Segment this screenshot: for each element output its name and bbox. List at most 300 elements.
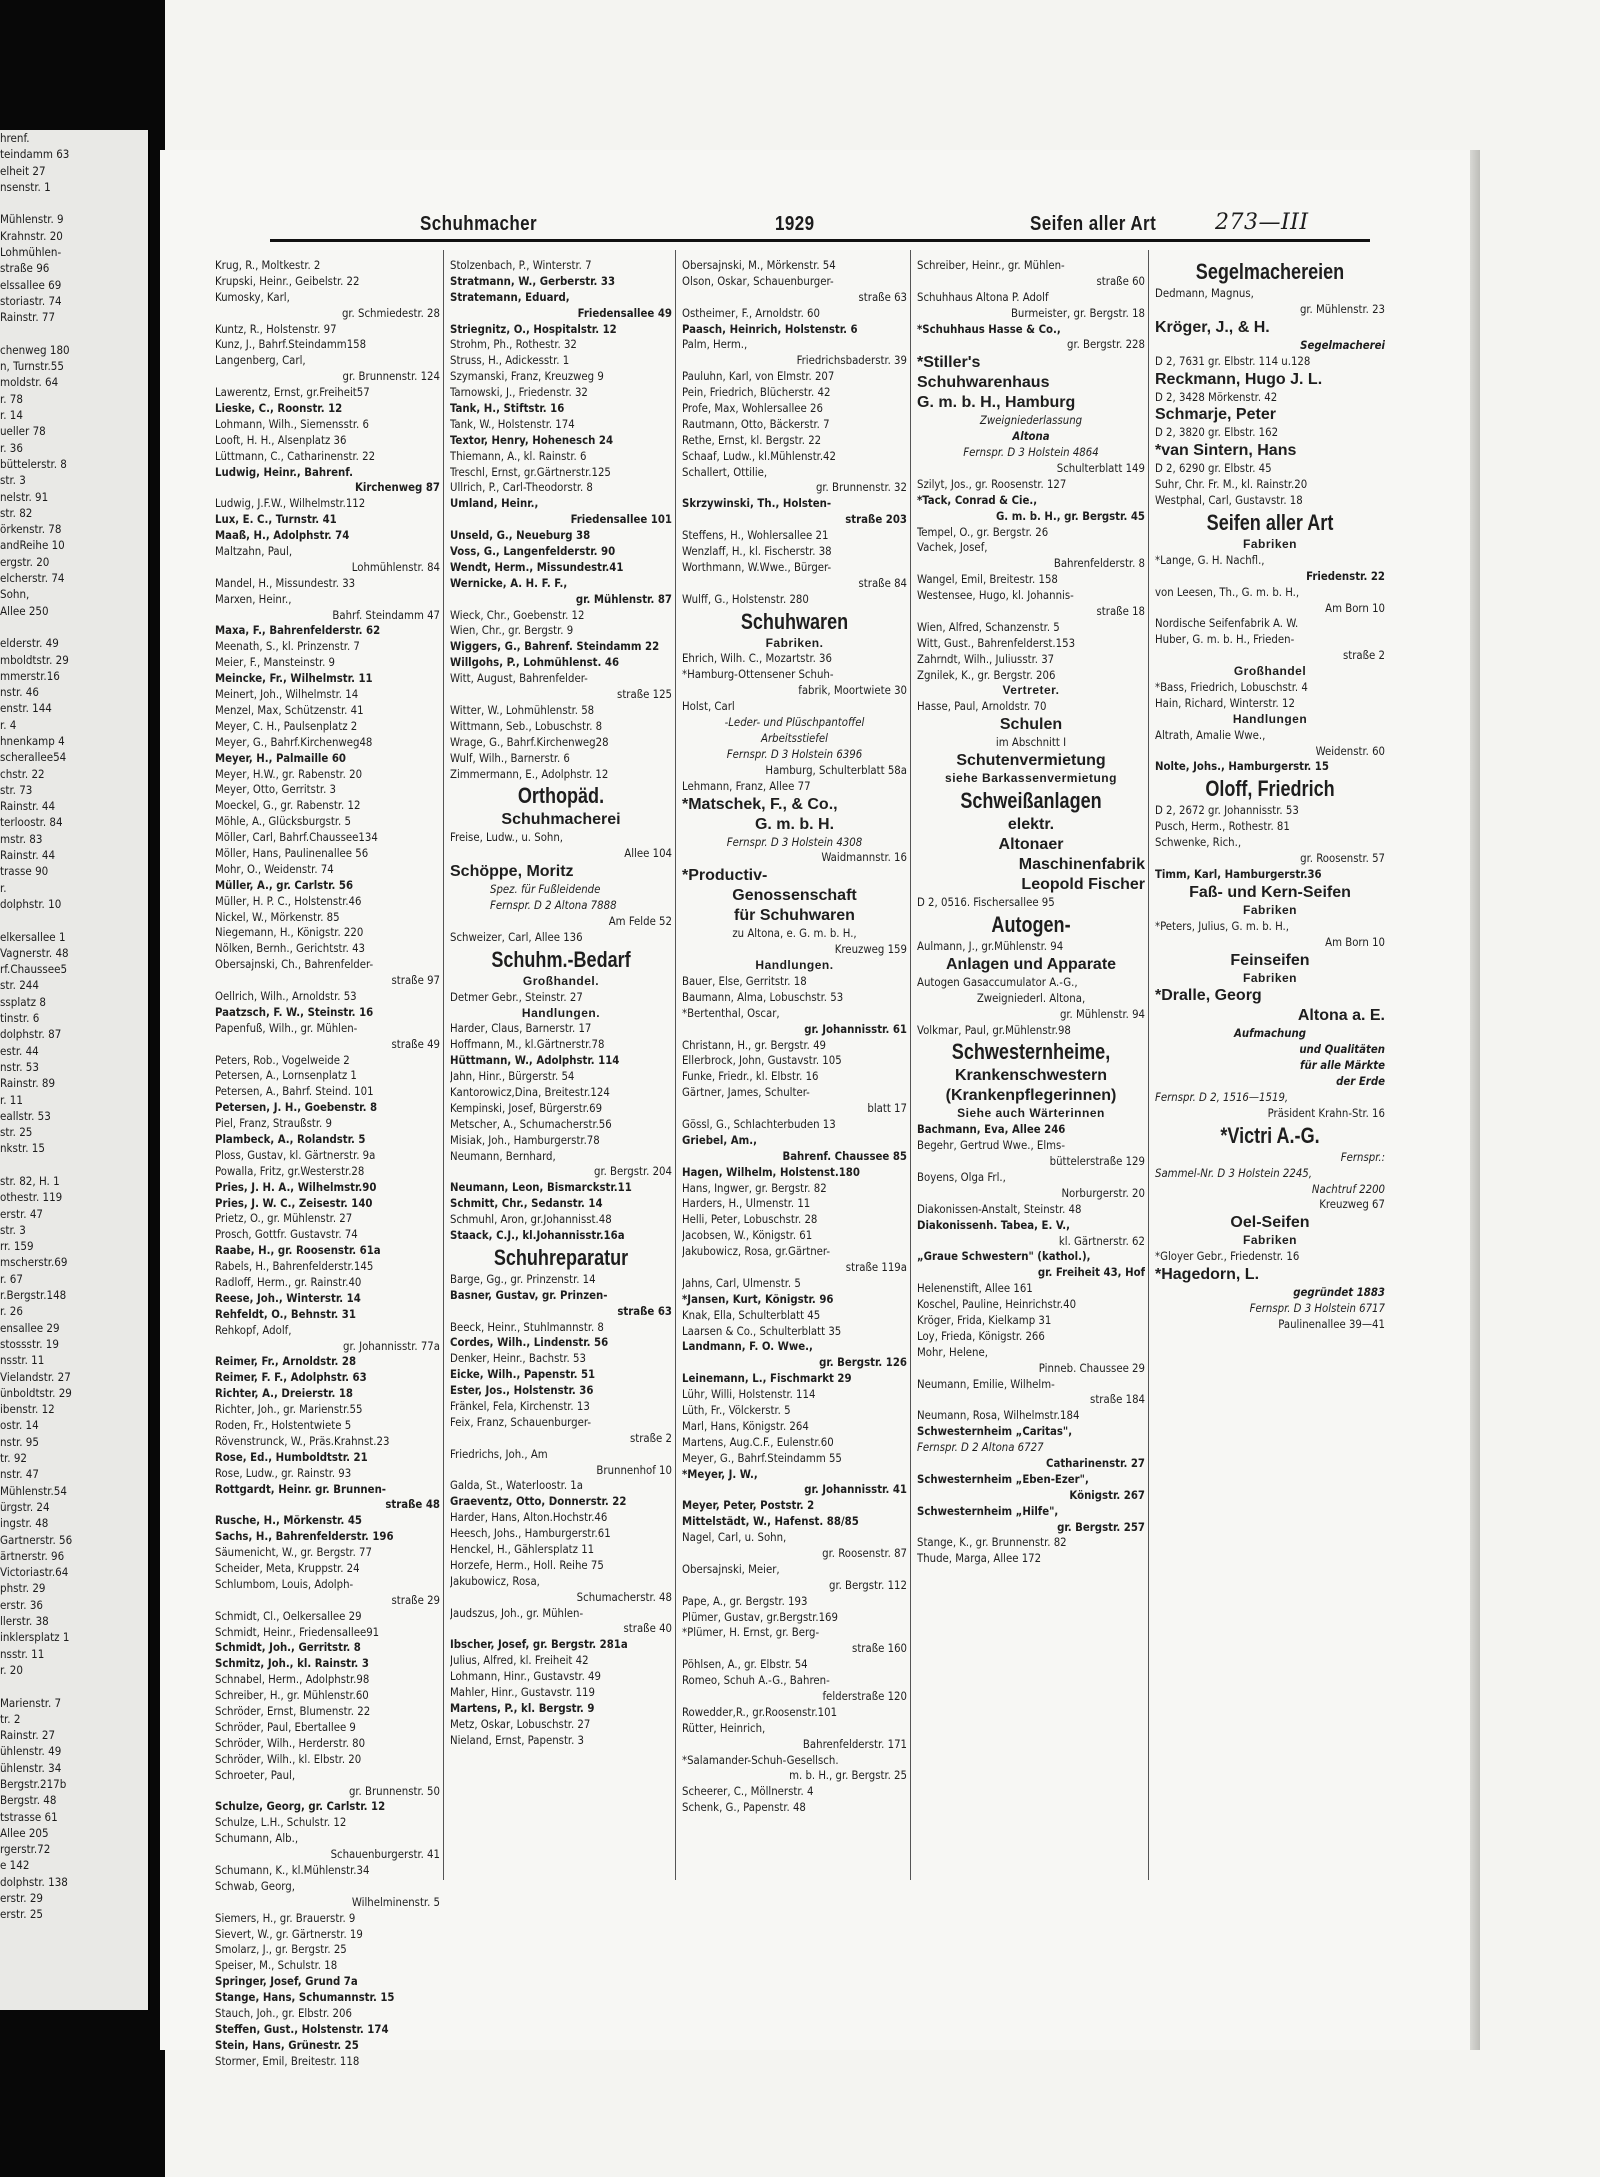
directory-entry-line: Raabe, H., gr. Roosenstr. 61a bbox=[215, 1244, 381, 1258]
section-heading: Schuhm.-Bedarf bbox=[491, 946, 631, 972]
directory-entry-line: straße 119a bbox=[845, 1260, 907, 1274]
directory-entry-line: Krug, R., Moltkestr. 2 bbox=[215, 259, 321, 272]
left-line: ibenstr. 12 bbox=[0, 1402, 55, 1417]
directory-entry-line: Burmeister, gr. Bergstr. 18 bbox=[1010, 306, 1145, 320]
directory-entry-line: straße 203 bbox=[845, 513, 907, 527]
directory-entry-line: gr. Johannisstr. 41 bbox=[804, 1483, 907, 1497]
directory-entry-line: Volkmar, Paul, gr.Mühlenstr.98 bbox=[917, 1023, 1071, 1037]
directory-entry-line: *Salamander-Schuh-Gesellsch. bbox=[682, 1753, 839, 1767]
subsection-heading: siehe Barkassenvermietung bbox=[945, 771, 1117, 786]
directory-entry-line: Fernspr. D 2, 1516—1519, bbox=[1155, 1090, 1289, 1104]
directory-entry-line: Misiak, Joh., Hamburgerstr.78 bbox=[450, 1133, 600, 1147]
directory-entry-line: Profe, Max, Wohlersallee 26 bbox=[682, 402, 823, 416]
directory-entry-line: straße 160 bbox=[852, 1642, 907, 1656]
directory-entry-line: Stange, K., gr. Brunnenstr. 82 bbox=[917, 1536, 1067, 1550]
directory-entry-line: Harders, H., Ulmenstr. 11 bbox=[682, 1197, 811, 1211]
directory-entry-line: Umland, Heinr., bbox=[450, 497, 539, 511]
directory-entry-line: *Bertenthal, Oscar, bbox=[682, 1006, 780, 1020]
directory-entry-line: Fränkel, Fela, Kirchenstr. 13 bbox=[450, 1400, 590, 1413]
directory-entry-line: Schröder, Wilh., Herderstr. 80 bbox=[215, 1736, 366, 1750]
left-line: chenweg 180 bbox=[0, 342, 70, 357]
left-line: elderstr. 49 bbox=[0, 636, 59, 651]
directory-entry-line: (Krankenpflegerinnen) bbox=[945, 1087, 1117, 1105]
directory-entry-line: gr. Bergstr. 204 bbox=[594, 1165, 672, 1179]
directory-entry-line: Dedmann, Magnus, bbox=[1155, 287, 1254, 300]
directory-entry-line: *Bass, Friedrich, Lobuschstr. 4 bbox=[1155, 681, 1308, 695]
directory-entry-line: Rövenstrunck, W., Präs.Krahnst.23 bbox=[215, 1434, 390, 1448]
left-line: tinstr. 6 bbox=[0, 1011, 40, 1026]
directory-entry-line: Anlagen und Apparate bbox=[945, 955, 1117, 973]
left-line bbox=[0, 1157, 148, 1173]
directory-entry-line: Pries, J. H. A., Wilhelmstr.90 bbox=[215, 1180, 377, 1194]
directory-entry-line: Rautmann, Otto, Bäckerstr. 7 bbox=[682, 417, 830, 431]
directory-entry-line: Niegemann, H., Königstr. 220 bbox=[215, 926, 364, 940]
left-line: nsstr. 11 bbox=[0, 1353, 45, 1368]
directory-entry-line: Müller, A., gr. Carlstr. 56 bbox=[215, 878, 354, 892]
directory-entry-line: Ibscher, Josef, gr. Bergstr. 281a bbox=[450, 1638, 628, 1652]
directory-entry-line: Wangel, Emil, Breitestr. 158 bbox=[917, 573, 1058, 587]
subsection-heading: Vertreter. bbox=[1002, 683, 1060, 698]
directory-entry-line: Schumacherstr. 48 bbox=[576, 1590, 672, 1604]
directory-entry-line: Metz, Oskar, Lobuschstr. 27 bbox=[450, 1717, 591, 1731]
directory-entry-line: Plambeck, A., Rolandstr. 5 bbox=[215, 1132, 366, 1146]
header-left-title: Schuhmacher bbox=[420, 213, 538, 235]
directory-entry-line: Scheerer, C., Möllnerstr. 4 bbox=[682, 1785, 814, 1799]
directory-entry-line: der Erde bbox=[1336, 1075, 1385, 1089]
directory-entry-line: Stratmann, W., Gerberstr. 33 bbox=[450, 274, 616, 288]
directory-entry-line: Maaß, H., Adolphstr. 74 bbox=[215, 529, 350, 543]
directory-entry-line: -Leder- und Plüschpantoffel bbox=[724, 716, 865, 730]
directory-entry-line: Lieske, C., Roonstr. 12 bbox=[215, 402, 343, 416]
left-line: str. 244 bbox=[0, 978, 39, 993]
left-line: Mühlenstr.54 bbox=[0, 1483, 67, 1498]
left-line: e 142 bbox=[0, 1858, 30, 1873]
left-line: Allee 250 bbox=[0, 603, 49, 618]
directory-entry-line: Feinseifen bbox=[1230, 951, 1310, 969]
directory-entry-line: Holst, Carl bbox=[682, 700, 735, 714]
section-heading: Schuhreparatur bbox=[493, 1244, 629, 1270]
left-line: ostr. 14 bbox=[0, 1418, 39, 1433]
directory-entry-line: gr. Brunnenstr. 32 bbox=[815, 481, 907, 495]
directory-entry-line: Thude, Marga, Allee 172 bbox=[917, 1552, 1042, 1566]
directory-entry-line: Rowedder,R., gr.Roosenstr.101 bbox=[682, 1705, 838, 1719]
directory-entry-line: Fernspr. D 3 Holstein 4864 bbox=[963, 446, 1099, 460]
left-line: Gartnerstr. 56 bbox=[0, 1532, 73, 1547]
directory-entry-line: Voss, G., Langenfelderstr. 90 bbox=[450, 545, 616, 559]
directory-entry-line: Pinneb. Chaussee 29 bbox=[1038, 1361, 1145, 1375]
directory-entry-line: Zweigniederl. Altona, bbox=[976, 991, 1086, 1005]
directory-entry-line: Schuhhaus Altona P. Adolf bbox=[917, 290, 1049, 304]
directory-entry-line: Fernspr. D 2 Altona 7888 bbox=[490, 899, 617, 913]
directory-entry-line: Harder, Claus, Barnerstr. 17 bbox=[450, 1022, 592, 1036]
directory-entry-line: Tank, H., Stiftstr. 16 bbox=[450, 402, 565, 416]
left-line: trasse 90 bbox=[0, 864, 49, 879]
directory-entry-line: Meyer, C. H., Paulsenplatz 2 bbox=[215, 719, 358, 733]
directory-entry-line: Helenenstift, Allee 161 bbox=[917, 1282, 1033, 1296]
subsection-heading: Fabriken bbox=[1242, 1233, 1297, 1248]
directory-entry-line: D 2, 6290 gr. Elbstr. 45 bbox=[1155, 462, 1272, 476]
directory-entry-line: gr. Schmiedestr. 28 bbox=[341, 306, 440, 320]
directory-entry-line: Martens, Aug.C.F., Eulenstr.60 bbox=[682, 1435, 834, 1449]
column-3 bbox=[682, 258, 907, 1816]
subsection-heading: Großhandel bbox=[1233, 664, 1307, 679]
left-line: ünboldtstr. 29 bbox=[0, 1385, 72, 1400]
directory-entry-line: Hüttmann, W., Adolphstr. 114 bbox=[450, 1054, 620, 1068]
directory-entry-line: Nölken, Bernh., Gerichtstr. 43 bbox=[215, 942, 365, 956]
directory-entry-line: Oel-Seifen bbox=[1230, 1214, 1310, 1232]
directory-entry-line: Schutenvermietung bbox=[956, 752, 1106, 770]
subsection-heading: Fabriken bbox=[1242, 902, 1297, 917]
section-heading: Schweißanlagen bbox=[960, 788, 1102, 814]
directory-entry-line: Pöhlsen, A., gr. Elbstr. 54 bbox=[682, 1658, 808, 1672]
page-number: 273—III bbox=[1215, 210, 1309, 235]
directory-entry-line: Boyens, Olga Frl., bbox=[917, 1170, 1006, 1184]
directory-entry-line: Papenfuß, Wilh., gr. Mühlen- bbox=[215, 1021, 358, 1035]
directory-entry-line: Beeck, Heinr., Stuhlmannstr. 8 bbox=[450, 1320, 604, 1334]
left-line: Victoriastr.64 bbox=[0, 1565, 69, 1580]
directory-entry-line: Schmidt, Cl., Oelkersallee 29 bbox=[215, 1609, 362, 1623]
directory-entry-line: Menzel, Max, Schützenstr. 41 bbox=[215, 703, 364, 717]
directory-entry-line: gr. Bergstr. 126 bbox=[819, 1356, 907, 1370]
left-line bbox=[0, 1678, 148, 1694]
directory-entry-line: straße 184 bbox=[1090, 1393, 1145, 1407]
left-line: r. 11 bbox=[0, 1092, 23, 1107]
directory-entry-line: Leinemann, L., Fischmarkt 29 bbox=[682, 1372, 852, 1386]
directory-entry-line: Weidenstr. 60 bbox=[1315, 744, 1385, 758]
left-line: Mühlenstr. 9 bbox=[0, 212, 64, 227]
directory-entry-line: Neumann, Bernhard, bbox=[450, 1149, 556, 1163]
directory-entry-line: von Leesen, Th., G. m. b. H., bbox=[1155, 585, 1300, 599]
directory-entry-line: Kreuzweg 159 bbox=[834, 943, 907, 957]
directory-entry-line: Horzefe, Herm., Holl. Reihe 75 bbox=[450, 1558, 604, 1572]
directory-entry-line: Steffen, Gust., Holstenstr. 174 bbox=[215, 2022, 389, 2036]
directory-entry-line: Schulze, Georg, gr. Carlstr. 12 bbox=[215, 1800, 386, 1814]
directory-entry-line: felderstraße 120 bbox=[822, 1690, 907, 1704]
section-heading: Schwesternheime, bbox=[951, 1039, 1111, 1065]
directory-entry-line: Fernspr.: bbox=[1340, 1150, 1385, 1164]
directory-entry-line: Ludwig, Heinr., Bahrenf. bbox=[215, 465, 353, 479]
subsection-heading: Handlungen. bbox=[521, 1005, 601, 1020]
left-line: elssallee 69 bbox=[0, 277, 62, 292]
left-line: hnenkamp 4 bbox=[0, 733, 65, 748]
directory-entry-line: Prietz, O., gr. Mühlenstr. 27 bbox=[215, 1212, 353, 1226]
directory-entry-line: Roden, Fr., Holstentwiete 5 bbox=[215, 1419, 352, 1433]
subsection-heading: Handlungen. bbox=[755, 958, 834, 973]
left-line: Rainstr. 27 bbox=[0, 1728, 56, 1743]
left-line: andReihe 10 bbox=[0, 538, 65, 553]
left-line: terloostr. 84 bbox=[0, 815, 63, 830]
directory-entry-line: Rusche, H., Mörkenstr. 45 bbox=[215, 1514, 362, 1528]
directory-entry-line: Pusch, Herm., Rothestr. 81 bbox=[1155, 820, 1290, 834]
directory-entry-line: *Jansen, Kurt, Königstr. 96 bbox=[682, 1292, 834, 1306]
directory-entry-line: Funke, Friedr., kl. Elbstr. 16 bbox=[682, 1070, 819, 1084]
directory-entry-line: Gössl, G., Schlachterbuden 13 bbox=[682, 1117, 836, 1131]
left-line: nsenstr. 1 bbox=[0, 179, 51, 194]
directory-entry-line: Schmitz, Joh., kl. Rainstr. 3 bbox=[215, 1657, 369, 1671]
left-line: rr. 159 bbox=[0, 1239, 34, 1254]
directory-entry-line: straße 97 bbox=[391, 974, 440, 988]
directory-entry-line: Schroeter, Paul, bbox=[215, 1768, 296, 1782]
directory-entry-line: Meier, F., Mansteinstr. 9 bbox=[215, 656, 336, 670]
left-line: dolphstr. 87 bbox=[0, 1027, 62, 1042]
left-line: ensallee 29 bbox=[0, 1320, 60, 1335]
directory-entry-line: Schröder, Paul, Ebertallee 9 bbox=[215, 1720, 356, 1734]
column-rule bbox=[443, 250, 444, 1880]
directory-entry-line: Moeckel, G., gr. Rabenstr. 12 bbox=[215, 799, 361, 813]
directory-entry-line: Romeo, Schuh A.-G., Bahren- bbox=[682, 1674, 830, 1688]
directory-entry-line: gr. Freiheit 43, Hof bbox=[1037, 1266, 1145, 1280]
directory-entry-line: Am Born 10 bbox=[1325, 935, 1385, 949]
directory-entry-line: Diakonissenh. Tabea, E. V., bbox=[917, 1218, 1071, 1232]
directory-entry-line: Hoffmann, M., kl.Gärtnerstr.78 bbox=[450, 1038, 605, 1052]
directory-entry-line: Stolzenbach, P., Winterstr. 7 bbox=[450, 259, 592, 272]
directory-entry-line: Fernspr. D 3 Holstein 4308 bbox=[726, 835, 863, 849]
left-line: ueller 78 bbox=[0, 424, 46, 439]
directory-entry-line: Pein, Friedrich, Blücherstr. 42 bbox=[682, 386, 831, 400]
directory-entry-line: Bahrf. Steindamm 47 bbox=[332, 608, 440, 622]
directory-entry-line: Siemers, H., gr. Brauerstr. 9 bbox=[215, 1911, 356, 1925]
directory-entry-line: Lohmann, Hinr., Gustavstr. 49 bbox=[450, 1670, 601, 1684]
directory-entry-line: Denker, Heinr., Bachstr. 53 bbox=[450, 1352, 586, 1366]
directory-entry-line: Rose, Ludw., gr. Rainstr. 93 bbox=[215, 1466, 352, 1480]
directory-entry-line: *Schuhhaus Hasse & Co., bbox=[917, 322, 1061, 336]
directory-entry-line: straße 60 bbox=[1096, 274, 1145, 288]
directory-entry-line: Hans, Ingwer, gr. Bergstr. 82 bbox=[682, 1181, 827, 1195]
directory-entry-line: Olson, Oskar, Schauenburger- bbox=[682, 274, 834, 288]
directory-entry-line: Wien, Alfred, Schanzenstr. 5 bbox=[917, 620, 1060, 634]
left-line: str. 25 bbox=[0, 1125, 33, 1140]
section-heading: *Victri A.-G. bbox=[1220, 1122, 1320, 1148]
directory-entry-line: Müller, H. P. C., Holstenstr.46 bbox=[215, 894, 362, 908]
directory-entry-line: Zweigniederlassung bbox=[979, 414, 1083, 428]
directory-entry-line: Ullrich, P., Carl-Theodorstr. 8 bbox=[450, 481, 593, 495]
directory-entry-line: Richter, Joh., gr. Marienstr.55 bbox=[215, 1403, 363, 1417]
left-line: r. 78 bbox=[0, 391, 23, 406]
directory-entry-line: Wrage, G., Bahrf.Kirchenweg28 bbox=[450, 735, 609, 749]
directory-entry-line: *Tack, Conrad & Cie., bbox=[917, 493, 1038, 507]
directory-entry-line: Segelmacherei bbox=[1300, 338, 1385, 352]
section-heading: Segelmachereien bbox=[1195, 259, 1345, 284]
left-line: dolphstr. 10 bbox=[0, 896, 62, 911]
subsection-heading: Fabriken. bbox=[765, 635, 824, 650]
directory-entry-line: Worthmann, W.Wwe., Bürger- bbox=[682, 560, 832, 574]
directory-entry-line: Hagen, Wilhelm, Holstenst.180 bbox=[682, 1165, 860, 1179]
directory-entry-line: Meyer, H.W., gr. Rabenstr. 20 bbox=[215, 767, 363, 781]
directory-entry-line: Richter, A., Dreierstr. 18 bbox=[215, 1387, 353, 1401]
directory-entry-line: Petersen, A., Bahrf. Steind. 101 bbox=[215, 1085, 374, 1099]
directory-entry-line: Jahns, Carl, Ulmenstr. 5 bbox=[682, 1276, 801, 1290]
directory-entry-line: Speiser, M., Schulstr. 18 bbox=[215, 1959, 338, 1973]
left-line: nstr. 95 bbox=[0, 1434, 39, 1449]
directory-entry-line: Reimer, Fr., Arnoldstr. 28 bbox=[215, 1355, 357, 1369]
directory-entry-line: kl. Gärtnerstr. 62 bbox=[1058, 1234, 1145, 1248]
directory-entry-line: gr. Mühlenstr. 87 bbox=[575, 592, 672, 606]
directory-entry-line: Mandel, H., Missundestr. 33 bbox=[215, 576, 356, 590]
directory-entry-line: und Qualitäten bbox=[1299, 1043, 1385, 1057]
directory-entry-line: Harder, Hans, Alton.Hochstr.46 bbox=[450, 1511, 608, 1525]
directory-entry-line: Schwab, Georg, bbox=[215, 1879, 295, 1893]
left-line: nstr. 46 bbox=[0, 685, 39, 700]
directory-entry-line: Maxa, F., Bahrenfelderstr. 62 bbox=[215, 624, 381, 638]
directory-entry-line: Genossenschaft bbox=[732, 887, 857, 905]
left-line: straße 96 bbox=[0, 261, 50, 276]
directory-entry-line: *Productiv- bbox=[682, 867, 768, 885]
directory-entry-line: Textor, Henry, Hohenesch 24 bbox=[450, 433, 614, 447]
left-line: phstr. 29 bbox=[0, 1581, 46, 1596]
directory-entry-line: Schöppe, Moritz bbox=[450, 863, 574, 881]
left-line: scherallee54 bbox=[0, 750, 67, 765]
directory-entry-line: büttelerstraße 129 bbox=[1049, 1155, 1145, 1169]
left-line: tr. 92 bbox=[0, 1451, 27, 1466]
directory-entry-line: Staack, C.J., kl.Johannisstr.16a bbox=[450, 1228, 625, 1242]
left-line: str. 82, H. 1 bbox=[0, 1174, 60, 1188]
directory-entry-line: Schmidt, Joh., Gerritstr. 8 bbox=[215, 1641, 361, 1655]
left-line: ergstr. 20 bbox=[0, 554, 50, 569]
directory-entry-line: Neumann, Rosa, Wilhelmstr.184 bbox=[917, 1409, 1080, 1423]
directory-entry-line: Reimer, F. F., Adolphstr. 63 bbox=[215, 1371, 367, 1385]
directory-entry-line: gr. Mühlenstr. 23 bbox=[1299, 302, 1385, 316]
directory-entry-line: *Matschek, F., & Co., bbox=[682, 795, 838, 813]
header-right-title: Seifen aller Art bbox=[1030, 213, 1157, 235]
left-line: r. bbox=[0, 880, 7, 895]
directory-entry-line: Knak, Ella, Schulterblatt 45 bbox=[682, 1308, 821, 1322]
directory-entry-line: Schwesternheim „Hilfe", bbox=[917, 1504, 1059, 1518]
directory-entry-line: Zahrndt, Wilh., Juliusstr. 37 bbox=[917, 652, 1055, 666]
directory-entry-line: Hasse, Paul, Arnoldstr. 70 bbox=[917, 700, 1047, 714]
directory-entry-line: gr. Brunnenstr. 124 bbox=[342, 370, 440, 384]
left-line: Vielandstr. 27 bbox=[0, 1369, 71, 1384]
directory-entry-line: Spez. für Fußleidende bbox=[490, 883, 601, 897]
directory-entry-line: Vachek, Josef, bbox=[917, 541, 988, 555]
directory-entry-line: Wittmann, Seb., Lobuschstr. 8 bbox=[450, 719, 603, 733]
left-line: Krahnstr. 20 bbox=[0, 228, 63, 243]
directory-entry-line: Schröder, Wilh., kl. Elbstr. 20 bbox=[215, 1752, 362, 1766]
left-line: storiastr. 74 bbox=[0, 293, 62, 308]
left-line: rf.Chaussee5 bbox=[0, 962, 68, 977]
directory-entry-line: Nieland, Ernst, Papenstr. 3 bbox=[450, 1733, 584, 1747]
directory-entry-line: Struss, H., Adickesstr. 1 bbox=[450, 354, 570, 368]
left-line: r. 4 bbox=[0, 717, 17, 732]
directory-entry-line: Heesch, Johs., Hamburgerstr.61 bbox=[450, 1527, 611, 1541]
directory-entry-line: Witt, August, Bahrenfelder- bbox=[450, 672, 588, 686]
directory-entry-line: Mahler, Hinr., Gustavstr. 119 bbox=[450, 1686, 595, 1700]
directory-entry-line: Ester, Jos., Holstenstr. 36 bbox=[450, 1384, 594, 1398]
directory-entry-line: Paatzsch, F. W., Steinstr. 16 bbox=[215, 1005, 374, 1019]
directory-entry-line: Langenberg, Carl, bbox=[215, 354, 306, 368]
left-line: chstr. 22 bbox=[0, 766, 45, 781]
directory-entry-line: Willgohs, P., Lohmühlenst. 46 bbox=[450, 656, 620, 670]
directory-entry-line: Landmann, F. O. Wwe., bbox=[682, 1340, 813, 1354]
directory-entry-line: Schnabel, Herm., Adolphstr.98 bbox=[215, 1673, 370, 1687]
column-1 bbox=[215, 258, 440, 2070]
page-edge bbox=[1470, 150, 1480, 2050]
left-line: enstr. 144 bbox=[0, 701, 52, 716]
column-5 bbox=[1155, 258, 1385, 1333]
directory-entry-line: Mittelstädt, W., Hafenst. 88/85 bbox=[682, 1515, 859, 1529]
directory-entry-line: *Hamburg-Ottensener Schuh- bbox=[682, 668, 834, 682]
directory-entry-line: Baumann, Alma, Lobuschstr. 53 bbox=[682, 990, 844, 1004]
directory-entry-line: Zgnilek, K., gr. Bergstr. 206 bbox=[917, 668, 1056, 682]
directory-entry-line: *Plümer, H. Ernst, gr. Berg- bbox=[682, 1626, 820, 1640]
directory-entry-line: Schulze, L.H., Schulstr. 12 bbox=[215, 1816, 347, 1830]
directory-entry-line: D 2, 7631 gr. Elbstr. 114 u.128 bbox=[1155, 354, 1311, 368]
left-line: r. 26 bbox=[0, 1304, 23, 1319]
directory-entry-line: Ludwig, J.F.W., Wilhelmstr.112 bbox=[215, 497, 366, 511]
directory-entry-line: Bahrenfelderstr. 8 bbox=[1053, 557, 1145, 571]
left-line: nkstr. 15 bbox=[0, 1141, 45, 1156]
left-line: erstr. 25 bbox=[0, 1907, 43, 1922]
directory-entry-line: Schaaf, Ludw., kl.Mühlenstr.42 bbox=[682, 449, 836, 463]
section-heading: Schuhwaren bbox=[740, 608, 849, 634]
directory-entry-line: Tank, W., Holstenstr. 174 bbox=[450, 417, 575, 431]
directory-entry-line: gr. Roosenstr. 57 bbox=[1300, 852, 1385, 866]
subsection-heading: Fabriken bbox=[1242, 537, 1297, 552]
column-rule bbox=[910, 250, 911, 1880]
directory-entry-line: Maltzahn, Paul, bbox=[215, 545, 293, 559]
directory-entry-line: straße 2 bbox=[1342, 649, 1385, 663]
directory-entry-line: Schauenburgerstr. 41 bbox=[330, 1848, 440, 1862]
directory-entry-line: Säumenicht, W., gr. Bergstr. 77 bbox=[215, 1546, 372, 1560]
directory-entry-line: Piel, Franz, Straußstr. 9 bbox=[215, 1117, 332, 1131]
directory-entry-line: Mohr, O., Weidenstr. 74 bbox=[215, 862, 334, 876]
directory-entry-line: Rabels, H., Bahrenfelderstr.145 bbox=[215, 1260, 374, 1274]
directory-entry-line: Timm, Karl, Hamburgerstr.36 bbox=[1155, 867, 1322, 881]
directory-entry-line: Stein, Hans, Grünestr. 25 bbox=[215, 2038, 359, 2052]
directory-entry-line: Schreiber, H., gr. Mühlenstr.60 bbox=[215, 1689, 369, 1703]
directory-entry-line: Kröger, Frida, Kielkamp 31 bbox=[917, 1313, 1052, 1327]
left-line: nsstr. 11 bbox=[0, 1646, 45, 1661]
directory-entry-line: Arbeitsstiefel bbox=[761, 731, 828, 745]
directory-entry-line: Wieck, Chr., Goebenstr. 12 bbox=[450, 608, 585, 622]
subsection-heading: Großhandel. bbox=[522, 973, 600, 988]
directory-entry-line: gr. Bergstr. 257 bbox=[1057, 1520, 1145, 1534]
left-line: mscherstr.69 bbox=[0, 1255, 68, 1270]
left-line: Sohn, bbox=[0, 587, 30, 602]
directory-entry-line: Aufmachung bbox=[1234, 1027, 1306, 1041]
directory-entry-line: Detmer Gebr., Steinstr. 27 bbox=[450, 990, 583, 1004]
directory-entry-line: Wulff, G., Holstenstr. 280 bbox=[682, 592, 809, 606]
directory-entry-line: Lawerentz, Ernst, gr.Freiheit57 bbox=[215, 386, 370, 400]
left-line: n, Turnstr.55 bbox=[0, 359, 64, 374]
directory-entry-line: Schwesternheim „Eben-Ezer", bbox=[917, 1472, 1089, 1486]
directory-entry-line: Looft, H. H., Alsenplatz 36 bbox=[215, 433, 347, 447]
directory-entry-line: Maschinenfabrik bbox=[1018, 856, 1145, 874]
left-line: nelstr. 91 bbox=[0, 489, 49, 504]
directory-entry-line: Bahrenf. Chaussee 85 bbox=[782, 1149, 907, 1163]
left-line: ingstr. 48 bbox=[0, 1516, 49, 1531]
directory-entry-line: Jacobsen, W., Königstr. 61 bbox=[682, 1229, 813, 1243]
directory-entry-line: Strohm, Ph., Rothestr. 32 bbox=[450, 338, 577, 352]
directory-entry-line: Helli, Peter, Lobuschstr. 28 bbox=[682, 1213, 818, 1227]
left-line: stossstr. 19 bbox=[0, 1336, 59, 1351]
left-line: erstr. 36 bbox=[0, 1597, 43, 1612]
directory-entry-line: Schallert, Ottilie, bbox=[682, 465, 768, 479]
directory-entry-line: *Hagedorn, L. bbox=[1155, 1266, 1260, 1284]
directory-entry-line: Wien, Chr., gr. Bergstr. 9 bbox=[450, 624, 574, 638]
directory-entry-line: Altonaer bbox=[998, 836, 1064, 854]
directory-entry-line: Unseld, G., Neueburg 38 bbox=[450, 529, 591, 543]
left-line: elheit 27 bbox=[0, 163, 46, 178]
directory-entry-line: Kantorowicz,Dina, Breitestr.124 bbox=[450, 1085, 610, 1099]
directory-entry-line: Obersajnski, Meier, bbox=[682, 1562, 780, 1576]
directory-entry-line: Lühr, Willi, Holstenstr. 114 bbox=[682, 1388, 816, 1402]
directory-entry-line: Skrzywinski, Th., Holsten- bbox=[682, 497, 832, 511]
directory-entry-line: Tarnowski, J., Friedenstr. 32 bbox=[450, 386, 588, 400]
directory-entry-line: Wernicke, A. H. F. F., bbox=[450, 576, 568, 590]
directory-entry-line: Schröder, Ernst, Blumenstr. 22 bbox=[215, 1705, 371, 1719]
left-line: ürgstr. 24 bbox=[0, 1499, 50, 1514]
directory-entry-line: gr. Bergstr. 112 bbox=[829, 1578, 907, 1592]
